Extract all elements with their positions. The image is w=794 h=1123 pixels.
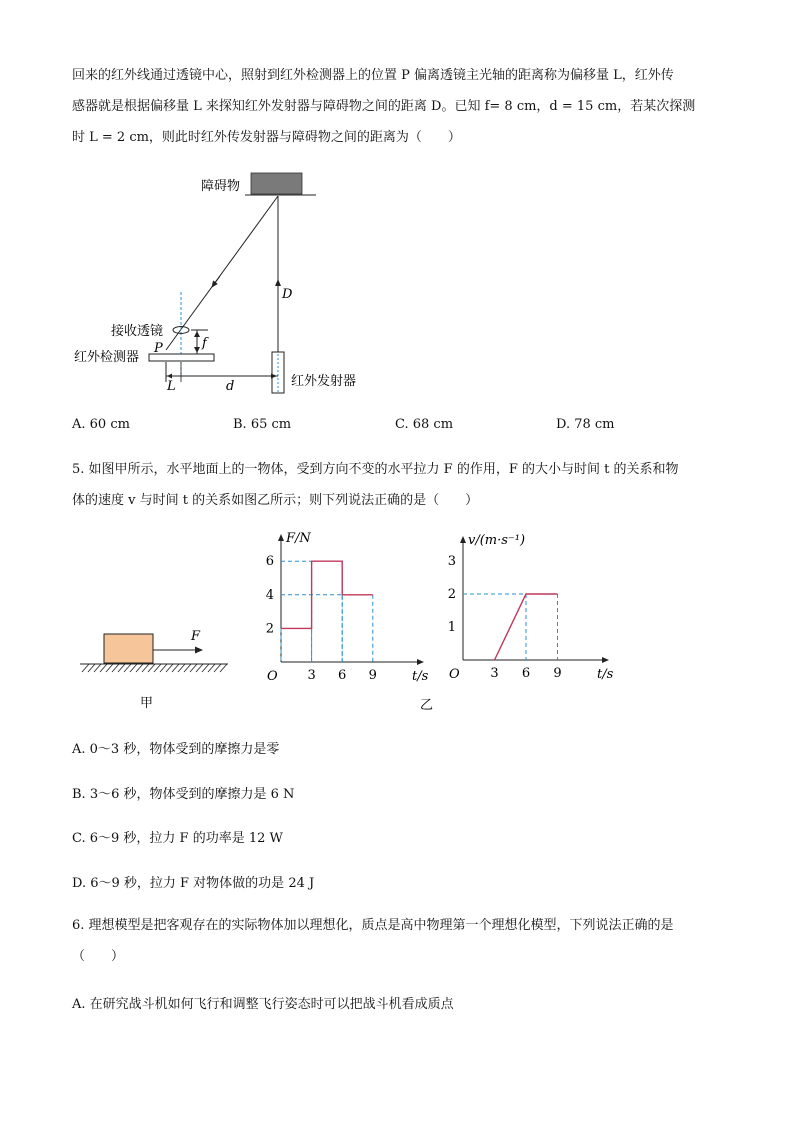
y-tick-label: 4 [265,587,274,603]
y-tick-label: 2 [265,621,274,637]
ground-hatch-line [202,664,209,672]
y-axis-arrow [278,534,284,541]
origin-label: O [449,667,460,682]
ground-hatch-line [88,664,95,672]
q5-option-b[interactable]: B. 3～6 秒，物体受到的摩擦力是 6 N [72,787,295,802]
y-tick-label: 6 [265,554,274,570]
x-axis-arrow [417,659,424,665]
ground-hatch-line [94,664,101,672]
q6-option-a[interactable]: A. 在研究战斗机如何飞行和调整飞行姿态时可以把战斗机看成质点 [72,997,454,1012]
ground-hatch-line [196,664,203,672]
y-axis-label: F/N [286,532,311,546]
ground-hatch-line [124,664,131,672]
y-tick-label: 2 [447,587,456,602]
force-label: F [191,629,201,644]
q5-line-1: 5. 如图甲所示，水平地面上的一物体，受到方向不变的水平拉力 F 的作用，F 的大小与时间 t 的关系和物 [72,462,679,477]
q4-line-1: 回来的红外线通过透镜中心，照射到红外检测器上的位置 P 偏离透镜主光轴的距离称为偏移量 L，红外传 [72,68,674,83]
y-tick-label: 3 [447,554,456,569]
ground-hatch-line [136,664,143,672]
x-axis-label: t/s [597,667,614,682]
q4-option-d[interactable]: D. 78 cm [556,417,615,432]
q5-line-2: 体的速度 v 与时间 t 的关系如图乙所示；则下列说法正确的是（ ） [72,493,479,508]
lens-label: 接收透镜 [111,324,164,339]
force-arrow-head [195,647,203,654]
label-P: P [154,341,163,356]
ground-hatch-line [112,664,119,672]
origin-label: O [267,669,278,682]
label-d: d [226,379,235,394]
label-L: L [167,379,176,394]
x-tick-label: 6 [521,666,531,681]
ground-hatch-line [100,664,107,672]
ground-hatch-line [106,664,113,672]
q5-option-a[interactable]: A. 0～3 秒，物体受到的摩擦力是零 [72,742,280,757]
force-time-chart [258,532,428,682]
caption-jia: 甲 [140,696,154,711]
ground-hatch-line [214,664,221,672]
q5-option-c[interactable]: C. 6～9 秒，拉力 F 的功率是 12 W [72,831,283,846]
ground-hatch-line [142,664,149,672]
y-axis-arrow [460,536,466,543]
obstacle-label: 障碍物 [201,179,241,194]
block [104,634,153,663]
velocity-time-chart [438,532,618,682]
x-axis-label: t/s [412,669,428,682]
x-tick-label: 9 [553,666,562,681]
ground-hatch-line [166,664,173,672]
q6-text [72,910,674,972]
ground-hatch-line [148,664,155,672]
ground-hatch-line [130,664,137,672]
q4-option-b[interactable]: B. 65 cm [233,417,292,432]
x-tick-label: 6 [338,668,347,682]
ground-hatch-line [160,664,167,672]
q5-option-d[interactable]: D. 6～9 秒，拉力 F 对物体做的功是 24 J [72,876,315,891]
y-tick-label: 1 [447,620,456,635]
ground-hatch-line [190,664,197,672]
ground-hatching [82,664,227,672]
q4-option-a[interactable]: A. 60 cm [72,417,130,432]
emitter-label: 红外发射器 [291,374,357,389]
ground-hatch-line [154,664,161,672]
y-axis-label: v/(m·s⁻¹) [468,533,526,548]
q4-line-2: 感器就是根据偏移量 L 来探知红外发射器与障碍物之间的距离 D。已知 f= 8 cm，d = 15 cm，若某次探测 [72,99,696,114]
ground-hatch-line [220,664,227,672]
q4-line-3: 时 L = 2 cm，则此时红外传发射器与障碍物之间的距离为（ ） [72,130,461,145]
caption-yi: 乙 [420,698,434,713]
x-tick-label: 3 [490,666,499,681]
ground-hatch-line [178,664,185,672]
label-f: f [202,336,207,351]
label-D: D [282,287,293,302]
q4-option-c[interactable]: C. 68 cm [395,417,454,432]
q6-line-2: （ ） [72,949,125,964]
x-axis-arrow [602,657,609,663]
ground-hatch-line [184,664,191,672]
x-tick-label: 9 [368,668,377,682]
ground-hatch-line [118,664,125,672]
ground-hatch-line [172,664,179,672]
x-tick-label: 3 [307,668,316,682]
ground-hatch-line [82,664,89,672]
ground-hatch-line [208,664,215,672]
q6-line-1: 6. 理想模型是把客观存在的实际物体加以理想化，质点是高中物理第一个理想化模型，下列说法正确的是 [72,918,674,933]
detector-label: 红外检测器 [74,350,140,365]
